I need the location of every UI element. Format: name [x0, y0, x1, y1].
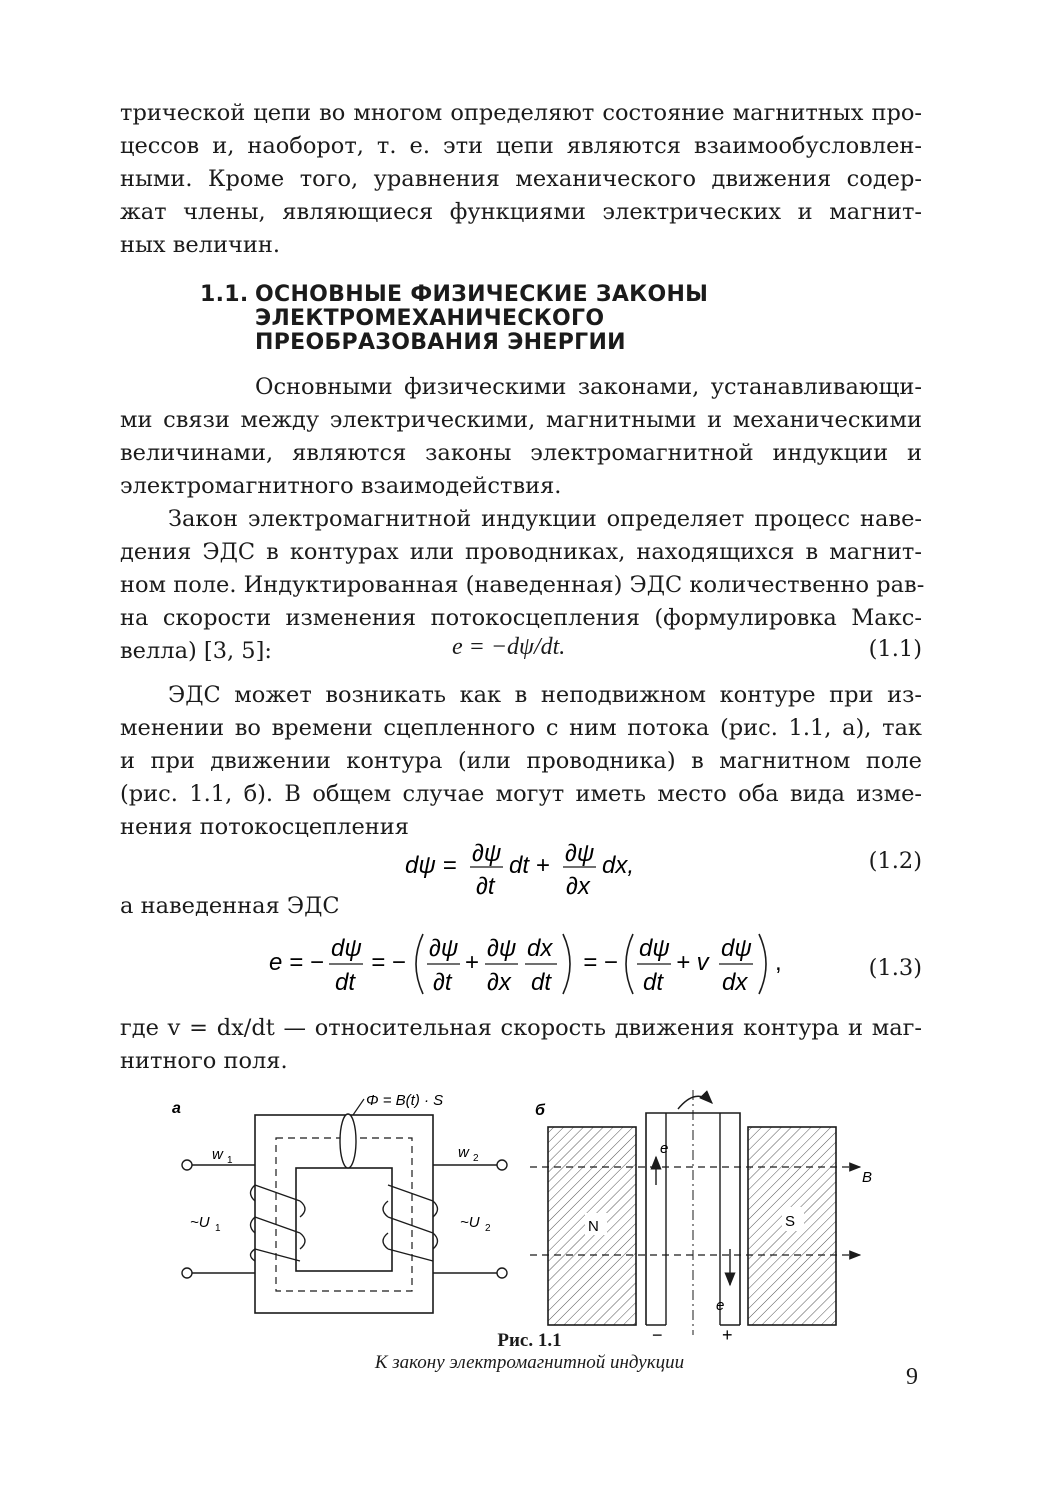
section-title-line: ЭЛЕКТРОМЕХАНИЧЕСКОГО	[255, 306, 605, 331]
text-line: цессов и, наоборот, т. е. эти цепи являются взаимообусловлен-	[120, 133, 922, 159]
figure-1-1	[160, 1085, 900, 1345]
eq-term: ∂ψ	[565, 840, 595, 867]
figure-label-b: б	[535, 1102, 545, 1119]
moving-conductor-diagram	[530, 1090, 872, 1345]
text-line: жат члены, являющиеся функциями электрических и магнит-	[120, 199, 922, 225]
text-line: Основными физическими законами, устанавливающи-	[255, 374, 922, 400]
eq-term: dψ	[331, 935, 362, 962]
right-paren	[759, 934, 766, 994]
emf-label-bottom: e	[716, 1297, 725, 1314]
flux-label: Φ = B(t) · S	[366, 1092, 444, 1109]
figure-label-a: а	[172, 1100, 181, 1117]
equation-1-3	[265, 928, 795, 1000]
eq-term: = −	[371, 949, 406, 976]
text-line: ЭДС может возникать как в неподвижном контуре при из-	[168, 682, 922, 708]
voltage-label-u1: ~U	[190, 1214, 210, 1231]
paragraph-velocity	[120, 1012, 922, 1078]
eq-term: +	[465, 949, 480, 976]
text-line: величинами, являются законы электромагнитной индукции и	[120, 440, 922, 466]
text-line: нитного поля.	[120, 1048, 288, 1074]
intro-paragraph	[120, 97, 922, 262]
text-line: на скорости изменения потокосцепления (формулировка Макс-	[120, 605, 922, 631]
text-line: Закон электромагнитной индукции определяет процесс наве-	[168, 506, 922, 532]
eq-term: dt	[643, 969, 664, 996]
text-line: где v = dx/dt — относительная скорость движения контура и маг-	[120, 1015, 922, 1041]
section-title-line: ОСНОВНЫЕ ФИЗИЧЕСКИЕ ЗАКОНЫ	[255, 282, 709, 307]
terminal-minus: −	[652, 1325, 663, 1345]
eq-term: ∂ψ	[472, 840, 502, 867]
paragraph-emf	[120, 679, 922, 844]
eq-term: ,	[775, 949, 782, 976]
text-line: менении во времени сцепленного с ним потока (рис. 1.1, а), так	[120, 715, 922, 741]
winding-label-sub: 1	[227, 1155, 233, 1166]
right-paren	[563, 934, 570, 994]
text-line: трической цепи во многом определяют состояние магнитных про-	[120, 100, 922, 126]
flux-ellipse	[340, 1114, 356, 1168]
equation-1-1: e = −dψ/dt.	[452, 634, 566, 660]
equation-number: (1.2)	[868, 848, 922, 874]
core-inner	[296, 1168, 392, 1271]
paragraph-laws	[120, 371, 922, 503]
figure-caption-title: Рис. 1.1	[497, 1330, 562, 1351]
equation-number: (1.1)	[868, 636, 922, 662]
voltage-label-sub: 2	[485, 1223, 491, 1234]
eq-term: dψ	[721, 935, 752, 962]
equation-number: (1.3)	[868, 955, 922, 981]
pole-s-label: S	[785, 1213, 796, 1230]
text-line: нения потокосцепления	[120, 814, 409, 840]
text-line: велла) [3, 5]:	[120, 638, 272, 664]
section-title-line: ПРЕОБРАЗОВАНИЯ ЭНЕРГИИ	[255, 330, 626, 355]
winding-label-w2: w	[458, 1144, 469, 1161]
paragraph-between	[120, 890, 922, 923]
section-number: 1.1.	[200, 282, 249, 307]
voltage-label-u2: ~U	[460, 1214, 480, 1231]
eq-term: dx,	[602, 852, 635, 879]
field-label-b: B	[862, 1169, 873, 1186]
terminal-icon	[497, 1160, 507, 1170]
eq-term: ∂ψ	[429, 935, 459, 962]
left-paren	[416, 934, 423, 994]
voltage-label-sub: 1	[215, 1223, 221, 1234]
page-number: 9	[906, 1364, 918, 1390]
eq-term: ∂x	[487, 969, 511, 996]
eq-term: dx	[527, 935, 553, 962]
figure-caption-text: К закону электромагнитной индукции	[374, 1352, 685, 1373]
eq-term: = −	[583, 949, 618, 976]
eq-term: + v	[676, 949, 709, 976]
text-line: а наведенная ЭДС	[120, 893, 340, 919]
eq-term: dt	[335, 969, 356, 996]
eq-term: dt +	[509, 852, 550, 879]
winding-label-w1: w	[212, 1146, 223, 1163]
eq-term: ∂ψ	[487, 935, 517, 962]
text-line: ными. Кроме того, уравнения механического движения содер-	[120, 166, 922, 192]
text-line: электромагнитного взаимодействия.	[120, 473, 562, 499]
terminal-icon	[182, 1268, 192, 1278]
terminal-plus: +	[722, 1325, 733, 1345]
eq-term: ∂t	[476, 873, 495, 900]
left-paren	[626, 934, 633, 994]
eq-term: ∂t	[433, 969, 452, 996]
emf-label-top: e	[660, 1140, 669, 1157]
text-line: ми связи между электрическими, магнитными и механическими	[120, 407, 922, 433]
eq-term: dt	[531, 969, 552, 996]
eq-term: ∂x	[566, 873, 590, 900]
eq-term: dψ =	[405, 852, 457, 879]
pole-n-label: N	[588, 1218, 599, 1235]
eq-term: e = −	[269, 949, 324, 976]
winding-label-sub: 2	[473, 1153, 479, 1164]
text-line: (рис. 1.1, б). В общем случае могут иметь место оба вида изме-	[120, 781, 922, 807]
eq-term: dx	[722, 969, 748, 996]
terminal-icon	[497, 1268, 507, 1278]
eq-term: dψ	[639, 935, 670, 962]
rotation-arrow-icon	[678, 1096, 712, 1109]
transformer-diagram	[172, 1092, 507, 1313]
text-line: ном поле. Индуктированная (наведенная) ЭДС количественно рав-	[120, 572, 925, 598]
text-line: дения ЭДС в контурах или проводниках, находящихся в магнит-	[120, 539, 922, 565]
text-line: ных величин.	[120, 232, 281, 258]
text-line: и при движении контура (или проводника) в магнитном поле	[120, 748, 922, 774]
terminal-icon	[182, 1160, 192, 1170]
